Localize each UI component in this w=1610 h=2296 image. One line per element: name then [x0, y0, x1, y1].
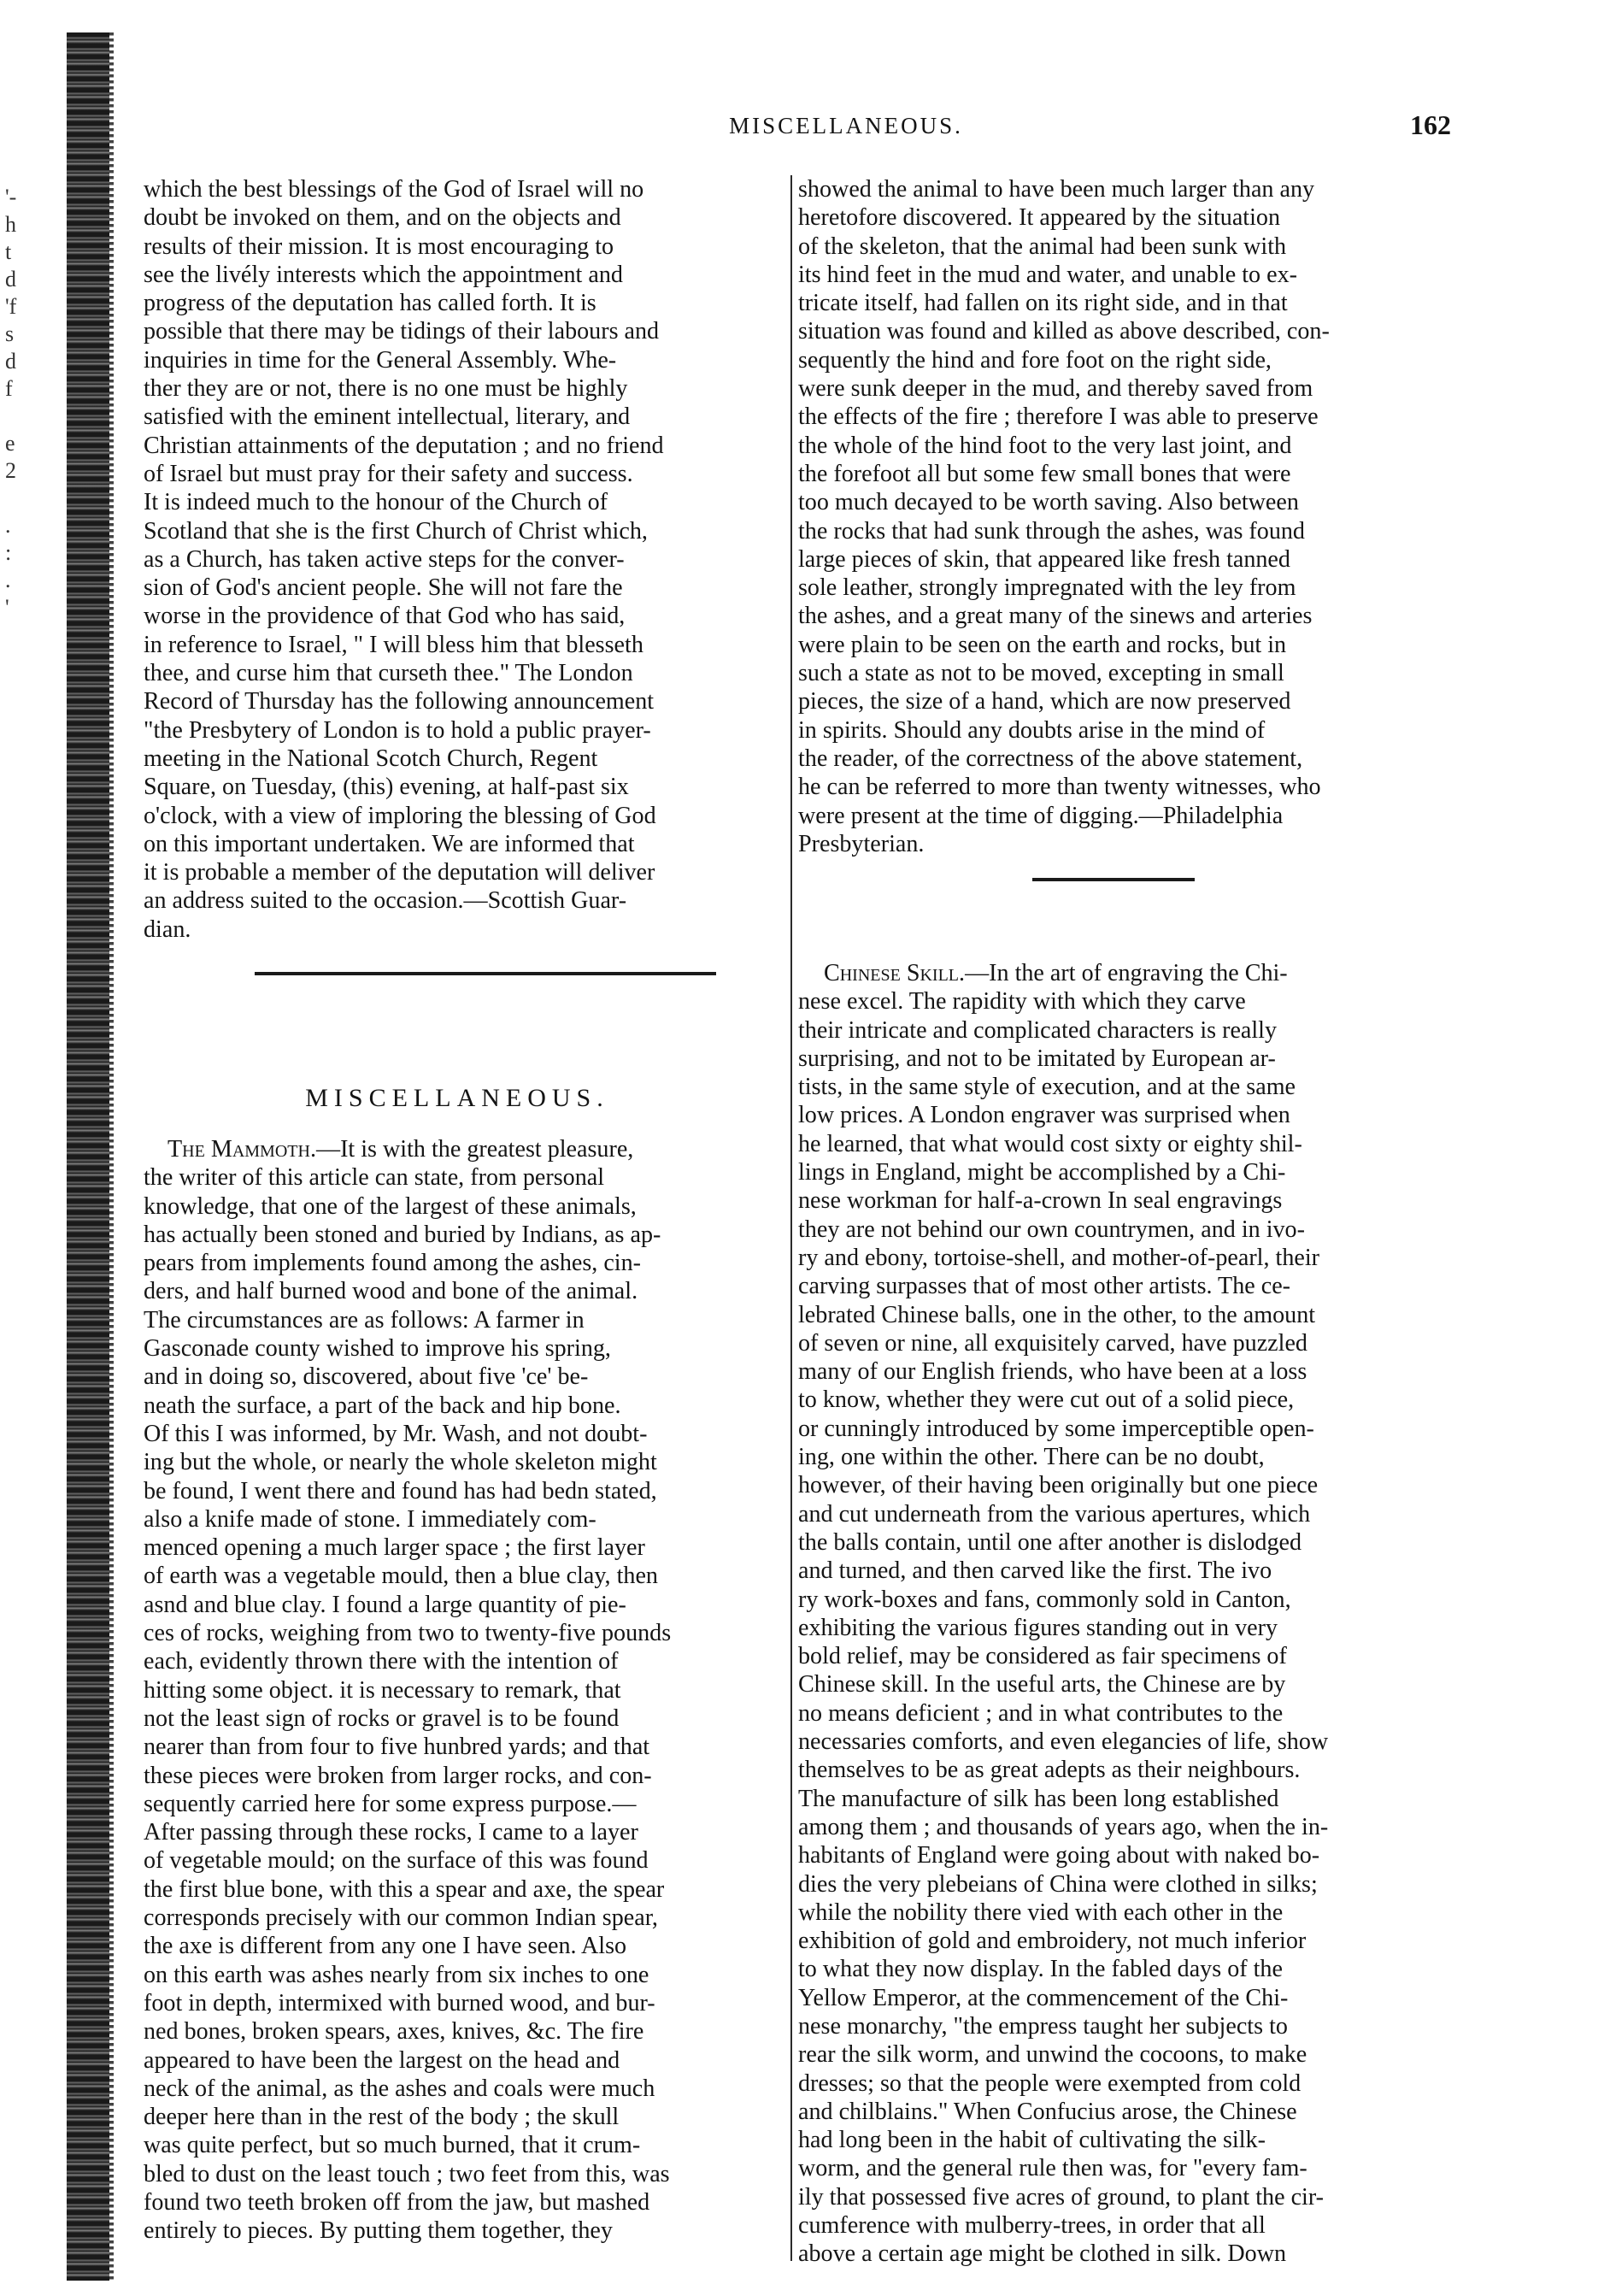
- mammoth-heading: The Mammoth.: [167, 1136, 316, 1163]
- section-rule-right: [1032, 878, 1195, 881]
- gutter-marks: '- h t d 'f s d f e 2 . : . ': [5, 185, 17, 620]
- mammoth-text: —It is with the greatest pleasure, the writer of this article can state, from personal knowledge, that one of the largest of these animals, has actually been stoned and buried by Indians, as ap- pears from implements found among the ashes, cin- ders, and half burned wood and bone of the animal. The circumstances are as follows: A farmer in Gasconade county wished to improve his spring, and in doing so, discovered, about five 'ce' be- neath the surface, a part of the back and hip bone. Of this I was informed, by Mr. Wash, and not doubt- ing but the whole, or nearly the whole skeleton might be found, I went there and found has had bedn stated, also a knife made of stone. I immediately com- menced opening a much larger space ; the first layer of earth was a vegetable mould, then a blue clay, then asnd and blue clay. I found a large quantity of pie- ces of rocks, weighing from two to twenty-five pounds each, evidently thrown there with the intention of hitting some object. it is necessary to remark, that not the least sign of rocks or gravel is to be found nearer than from four to five hunbred yards; and that these pieces were broken from larger rocks, and con- sequently carried here for some express purpose.— After passing through these rocks, I came to a layer of vegetable mould; on the surface of this was found the first blue bone, with this a spear and axe, the spear corresponds precisely with our common Indian spear, the axe is different from any one I have seen. Also on this earth was ashes nearly from six inches to one foot in depth, intermixed with burned wood, and bur- ned bones, broken spears, axes, knives, &c. The fire appeared to have been the largest on the head and neck of the animal, as the ashes and coals were much deeper here than in the rest of the body ; the skull was quite perfect, but so much burned, that it crum- bled to dust on the least touch ; two feet from this, was found two teeth broken off from the jaw, but mashed entirely to pieces. By putting them together, they: [144, 1136, 672, 2245]
- page-number: 162: [1410, 109, 1451, 140]
- column-divider: [790, 175, 792, 2261]
- section-title: MISCELLANEOUS.: [305, 1084, 609, 1112]
- binding-edge: [109, 32, 114, 2281]
- right-column-continuation: showed the animal to have been much larger than any heretofore discovered. It appeared by the situation of the skeleton, that the animal had been sunk with its hind feet in the mud and water, and unable to ex- tricate itself, had fallen on its right side, and in that situation was found and killed as above described, con- sequently the hind and fore foot on the right side, were sunk deeper in the mud, and thereby saved from the effects of the fire ; therefore I was able to preserve the whole of the hind foot to the very last joint, and the forefoot all but some few small bones that were too much decayed to be worth saving. Also between the rocks that had sunk through the ashes, was found large pieces of skin, that appeared like fresh tanned sole leather, strongly impregnated with the ley from the ashes, and a great many of the sinews and arteries were plain to be seen on the earth and rocks, but in such a state as not to be moved, excepting in small pieces, the size of a hand, which are now preserved in spirits. Should any doubts arise in the mind of the reader, of the correctness of the above statement, he can be referred to more than twenty witnesses, who were present at the time of digging.—Philadelphia Presbyterian.: [798, 176, 1330, 857]
- chinese-heading: Chinese Skill.: [824, 960, 966, 986]
- section-rule-left: [255, 972, 716, 975]
- chinese-text: —In the art of engraving the Chi- nese excel. The rapidity with which they carve their intricate and complicated characters is really surprising, and not to be imitated by European ar- tists, in the same style of execution, and at the same low prices. A London engraver was surprised when he learned, that what would cost sixty or eighty shil- lings in England, might be accomplished by a Chi- nese workman for half-a-crown In seal engravings they are not behind our own countrymen, and in ivo- ry and ebony, tortoise-shell, and mother-of-pearl, their carving surpasses that of most other artists. The ce- lebrated Chinese balls, one in the other, to the amount of seven or nine, all exquisitely carved, have puzzled many of our English friends, who have been at a loss to know, whether they were cut out of a solid piece, or cunningly introduced by some imperceptible open- ing, one within the other. There can be no doubt, however, of their having been originally but one piece and cut underneath from the various apertures, which the balls contain, until one after another is dislodged and turned, and then carved like the first. The ivo ry work-boxes and fans, commonly sold in Canton, exhibiting the various figures standing out in very bold relief, may be considered as fair specimens of Chinese skill. In the useful arts, the Chinese are by no means deficient ; and in what contributes to the necessaries comforts, and even elegancies of life, show themselves to be as great adepts as their neighbours. The manufacture of silk has been long established among them ; and thousands of years ago, when the in- habitants of England were going about with naked bo- dies the very plebeians of China were clothed in silks; while the nobility there vied with each other in the exhibition of gold and embroidery, not much inferior to what they now display. In the fabled days of the Yellow Emperor, at the commencement of the Chi- nese monarchy, "the empress taught her subjects to rear the silk worm, and unwind the cocoons, to make dresses; so that the people were exempted from cold and chilblains." When Confucius arose, the Chinese had long been in the habit of cultivating the silk- worm, and the general rule then was, for "every fam- ily that possessed five acres of ground, to plant the cir- cumference with mulberry-trees, in order that all above a certain age might be clothed in silk. Down: [798, 960, 1329, 2268]
- running-head: MISCELLANEOUS.: [729, 113, 963, 138]
- book-binding: [67, 32, 109, 2281]
- mammoth-article: [144, 1135, 774, 2246]
- chinese-skill-article: [798, 959, 1434, 2269]
- left-column-continuation: which the best blessings of the God of Israel will no doubt be invoked on them, and on the objects and results of their mission. It is most encouraging to see the livély interests which the appointment and progress of the deputation has called forth. It is possible that there may be tidings of their labours and inquiries in time for the General Assembly. Whe- ther they are or not, there is no one must be highly satisfied with the eminent intellectual, literary, and Christian attainments of the deputation ; and no friend of Israel but must pray for their safety and success. It is indeed much to the honour of the Church of Scotland that she is the first Church of Christ which, as a Church, has taken active steps for the conver- sion of God's ancient people. She will not fare the worse in the providence of that God who has said, in reference to Israel, " I will bless him that blesseth thee, and curse him that curseth thee." The London Record of Thursday has the following announcement "the Presbytery of London is to hold a public prayer- meeting in the National Scotch Church, Regent Square, on Tuesday, (this) evening, at half-past six o'clock, with a view of imploring the blessing of God on this important undertaken. We are informed that it is probable a member of the deputation will deliver an address suited to the occasion.—Scottish Guar- dian.: [144, 176, 664, 943]
